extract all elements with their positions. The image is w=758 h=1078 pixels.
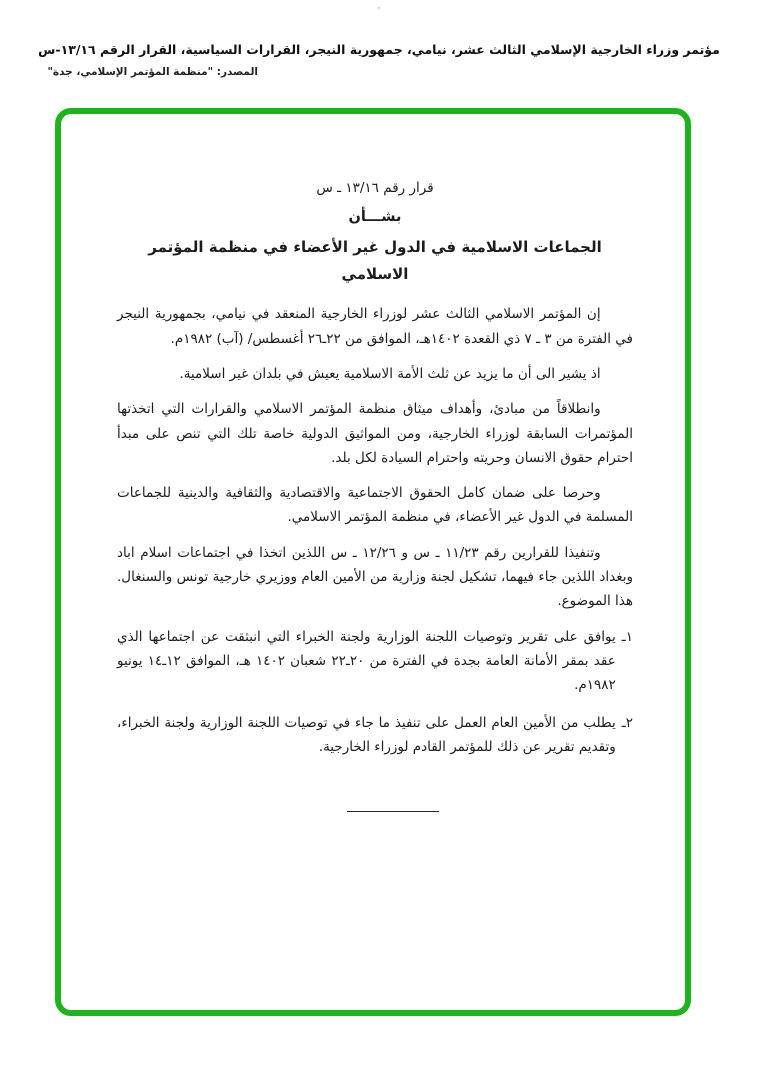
subject-label: بشـــأن [348, 209, 402, 226]
document-frame [55, 108, 691, 1016]
list-item-2 [117, 711, 633, 760]
paragraph-preamble: إن المؤتمر الاسلامي الثالث عشر لوزراء الخارجية المنعقد في نيامي، بجمهورية النيجر في الفترة من ٣ ـ ٧ ذي القعدة ١٤٠٢هـ، الموافق من ٢٢ـ٢٦ أغسطس/ (آب) ١٩٨٢م. [117, 306, 633, 347]
resolution-number: قرار رقم ١٣/١٦ ـ س [316, 180, 434, 196]
closing-rule [347, 811, 439, 812]
document-title: الجماعات الاسلامية في الدول غير الأعضاء في منظمة المؤتمر الاسلامي [148, 238, 602, 284]
scan-artifact-dot: · [377, 4, 381, 14]
paragraph-recital-1: اذ يشير الى أن ما يزيد عن ثلث الأمة الاسلامية يعيش في بلدان غير اسلامية. [179, 365, 601, 382]
list-item-2-text: يطلب من الأمين العام العمل على تنفيذ ما جاء في توصيات اللجنة الوزارية ولجنة الخبراء، وتقديم تقرير عن ذلك للمؤتمر القادم لوزراء الخارجية. [117, 714, 616, 755]
paragraph-recital-4: وتنفيذا للقرارين رقم ١١/٢٣ ـ س و ١٢/٢٦ ـ س اللذين اتخذا في اجتماعات اسلام اباد وبغداد اللذين جاء فيهما، تشكيل لجنة وزارية من الأمين العام ووزيري خارجية تونس والسنغال. هذا الموضوع. [117, 544, 633, 610]
document-body [61, 114, 685, 812]
list-item-2-number: ٢ـ [621, 714, 633, 731]
paragraph-recital-2: وانطلاقاً من مبادئ، وأهداف ميثاق منظمة المؤتمر الاسلامي والقرارات التي اتخذتها المؤتمرات السابقة لوزراء الخارجية، ومن المواثيق الدولية خاصة تلك التي تنص على مبدأ احترام حقوق الانسان وحريته واحترام السيادة لكل بلد. [117, 401, 633, 466]
list-item-1-number: ١ـ [621, 628, 633, 645]
source-line: المصدر: "منظمة المؤتمر الإسلامي، جدة" [47, 66, 258, 78]
archive-header: مؤتمر وزراء الخارجية الإسلامي الثالث عشر، نيامي، جمهورية النيجر، القرارات السياسية، القرار الرقم ١٣/١٦-س [38, 42, 720, 57]
list-item-1 [117, 625, 633, 698]
paragraph-recital-3: وحرصا على ضمان كامل الحقوق الاجتماعية والاقتصادية والثقافية والدينية للجماعات المسلمة في الدول غير الأعضاء، في منظمة المؤتمر الاسلامي. [117, 485, 633, 526]
list-item-1-text: يوافق على تقرير وتوصيات اللجنة الوزارية ولجنة الخبراء التي انبثقت عن اجتماعها الذي عقد بمقر الأمانة العامة بجدة في الفترة من ٢٠ـ٢٢ شعبان ١٤٠٢ هـ، الموافق ١٢ـ١٤ يونيو ١٩٨٢م. [117, 628, 616, 694]
